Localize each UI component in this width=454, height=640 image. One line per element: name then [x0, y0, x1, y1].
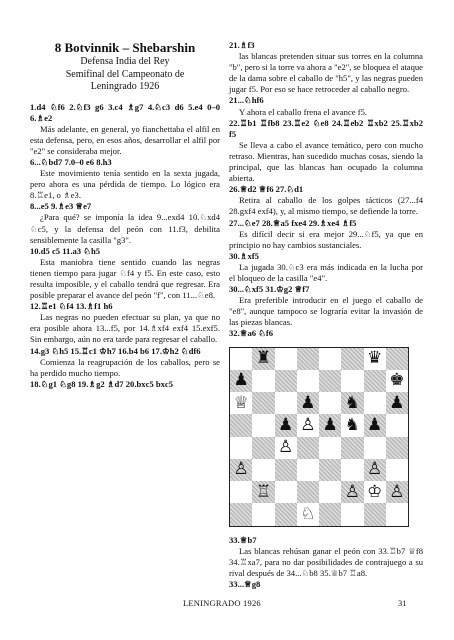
- board-square-piece: ♚: [386, 370, 408, 392]
- left-column-text: [30, 102, 220, 390]
- board-square-piece: ♟: [275, 414, 297, 436]
- right-column-text-top: [229, 40, 423, 340]
- move-line: 6...♘bd7 7.0–0 e6 8.h3: [30, 156, 112, 167]
- board-square: [297, 348, 319, 370]
- board-square: [230, 348, 252, 370]
- board-square: [386, 503, 408, 525]
- board-square-piece: ♙: [364, 459, 386, 481]
- move-line: 30...♘xf5 31.♔g2 ♕f7: [229, 284, 310, 295]
- event-place-year: Leningrado 1926: [90, 81, 160, 92]
- move-line: 10.d5 c5 11.a3 ♘h5: [30, 245, 101, 256]
- board-square: [319, 503, 341, 525]
- board-square: [319, 392, 341, 414]
- board-square: [319, 437, 341, 459]
- left-column: [30, 40, 220, 390]
- board-square-piece: ♟: [386, 392, 408, 414]
- board-square: [252, 370, 274, 392]
- board-square: [297, 370, 319, 392]
- board-square-piece: ♔: [364, 481, 386, 503]
- board-square: [364, 503, 386, 525]
- board-square: [230, 503, 252, 525]
- board-square-piece: ♙: [341, 481, 363, 503]
- move-line: 32.♕a6 ♘f6: [229, 328, 274, 339]
- board-square-piece: ♙: [275, 437, 297, 459]
- board-square-piece: ♙: [230, 459, 252, 481]
- board-square: [386, 459, 408, 481]
- chess-diagram: [229, 347, 409, 527]
- board-square: [252, 414, 274, 436]
- board-square: [275, 481, 297, 503]
- board-square-piece: ♟: [319, 414, 341, 436]
- annotation-paragraph: Más adelante, en general, yo fianchettaba el alfil en esta defensa, pero, en esos años, desarrollar el alfil por "e2" se consideraba mejor.: [30, 123, 220, 156]
- right-column: [229, 40, 423, 590]
- board-square-piece: ♟: [230, 370, 252, 392]
- board-square: [341, 348, 363, 370]
- board-square: [341, 437, 363, 459]
- event-name: Semifinal del Campeonato de: [65, 68, 185, 80]
- board-square-piece: ♜: [252, 348, 274, 370]
- board-square: [341, 370, 363, 392]
- board-square: [386, 437, 408, 459]
- move-line: 21...♘hf6: [229, 95, 264, 106]
- board-square: [297, 459, 319, 481]
- opening-name: Defensa India del Rey: [80, 56, 170, 67]
- board-square: [230, 414, 252, 436]
- annotation-paragraph: Se lleva a cabo el avance temático, pero con mucho retraso. Mientras, han sucedido muchas cosas, siendo la principal, que las blancas han ocupado la columna abierta.: [229, 139, 423, 184]
- move-line: 33...♕g8: [229, 578, 261, 589]
- board-square-piece: ♟: [364, 414, 386, 436]
- annotation-paragraph: Y ahora el caballo frena el avance f5.: [239, 106, 368, 117]
- page-number: 31: [398, 598, 407, 608]
- move-line: 27...♘e7 28.♕a5 fxe4 29.♗xe4 ♗f5: [229, 217, 357, 228]
- board-square: [275, 503, 297, 525]
- board-square: [297, 481, 319, 503]
- board-square: [275, 392, 297, 414]
- board-square: [319, 459, 341, 481]
- board-square-piece: ♞: [341, 414, 363, 436]
- board-square-piece: ♙: [297, 414, 319, 436]
- move-line: 21.♗f3: [229, 40, 255, 50]
- annotation-paragraph: las blancas pretenden situar sus torres en la columna "b", pero si la torre va ahora a "e2", se bloquea el ataque de la dama sobre el caballo de "h5", y las negras pueden jugar f5. Por eso se hace retroceder al caballo negro.: [229, 51, 423, 95]
- board-square: [364, 370, 386, 392]
- board-square: [319, 370, 341, 392]
- board-square: [252, 459, 274, 481]
- board-square: [252, 437, 274, 459]
- board-square: [275, 370, 297, 392]
- board-square: [275, 348, 297, 370]
- board-square-piece: ♟: [297, 392, 319, 414]
- board-square-piece: ♘: [297, 503, 319, 525]
- board-square-piece: ♕: [230, 392, 252, 414]
- board-square: [364, 437, 386, 459]
- move-line: 18.♘g1 ♘g8 19.♗g2 ♗d7 20.bxc5 bxc5: [30, 378, 174, 389]
- board-square-piece: ♖: [252, 481, 274, 503]
- move-line: 26.♕d2 ♕f6 27.♘d1: [229, 184, 304, 195]
- right-column-text-bottom: [229, 535, 423, 590]
- move-line: 22.♖b1 ♖fb8 23.♖e2 ♘e8 24.♖eb2 ♖xb2 25.♖xb2 f5: [229, 117, 423, 139]
- move-line: 33.♕b7: [229, 534, 257, 545]
- annotation-paragraph: Las negras no pueden efectuar su plan, ya que no era posible ahora 13...f5, por 14.♗xf4 exf4 15.exf5. Sin embargo, aún no era tarde para regresar el caballo.: [30, 312, 220, 345]
- board-square: [319, 348, 341, 370]
- board-square-piece: ♙: [386, 481, 408, 503]
- board-square: [386, 348, 408, 370]
- board-square: [341, 503, 363, 525]
- annotation-paragraph: Esta maniobra tiene sentido cuando las negras tienen tiempo para jugar ♘f4 y f5. En este caso, esto resulta imposible, y el caballo tendrá que regresar. Era posible preparar el avance del peón "f", con 11...♘e8.: [30, 256, 220, 301]
- board-square: [297, 437, 319, 459]
- annotation-paragraph: Las blancas rehúsan ganar el peón con 33.♖b7 ♕f8 34.♖xa7, para no dar posibilidades de contrajuego a su rival después de 34...♘b8 35.♕b7 ♖a8.: [229, 545, 423, 578]
- board-square: [252, 392, 274, 414]
- game-title: 8 Botvinnik – Shebarshin: [54, 40, 196, 55]
- board-square: [386, 414, 408, 436]
- annotation-paragraph: Este movimiento tenía sentido en la sexta jugada, pero ahora es una pérdida de tiempo. Lo lógico era 8.♖e1, o ♗e3.: [30, 168, 220, 201]
- board-square: [230, 481, 252, 503]
- board-square: [230, 437, 252, 459]
- move-line: 30.♗xf5: [229, 250, 259, 261]
- board-square: [275, 459, 297, 481]
- annotation-paragraph: Comienza la reagrupación de los caballos, pero se ha perdido mucho tiempo.: [30, 356, 220, 378]
- board-square: [364, 392, 386, 414]
- board-square-piece: ♞: [341, 392, 363, 414]
- annotation-paragraph: La jugada 30.♘c3 era más indicada en la lucha por el bloqueo de la casilla "e4".: [229, 261, 423, 283]
- board-square: [341, 459, 363, 481]
- move-line: 8...e5 9.♗e3 ♕e7: [30, 201, 92, 212]
- move-line: 14.g3 ♘h5 15.♖c1 ♔h7 16.b4 b6 17.♔h2 ♘df6: [30, 345, 201, 356]
- board-square: [319, 481, 341, 503]
- move-line: 12.♖e1 ♘f4 13.♗f1 h6: [30, 301, 113, 312]
- annotation-paragraph: ¿Para qué? se imponía la idea 9...exd4 10.♘xd4 ♘c5, y la defensa del peón con 11.f3, debilita sensiblemente la casilla "g3".: [30, 212, 220, 245]
- move-line: 1.d4 ♘f6 2.♘f3 g6 3.c4 ♗g7 4.♘c3 d6 5.e4 0–0 6.♗e2: [30, 101, 220, 123]
- annotation-paragraph: Retira al caballo de los golpes tácticos (27...f4 28.gxf4 exf4), y, al mismo tiempo, se defiende la torre.: [229, 195, 423, 217]
- board-square-piece: ♛: [364, 348, 386, 370]
- annotation-paragraph: Era preferible introducir en el juego el caballo de "e8", aunque tampoco se lograría evitar la invasión de las piezas blancas.: [229, 295, 423, 328]
- board-square: [252, 503, 274, 525]
- footer-running-title: LENINGRADO 1926: [183, 598, 261, 608]
- annotation-paragraph: Es difícil decir si era mejor 29...♘f5, ya que en principio no hay cambios sustanciales.: [229, 228, 423, 250]
